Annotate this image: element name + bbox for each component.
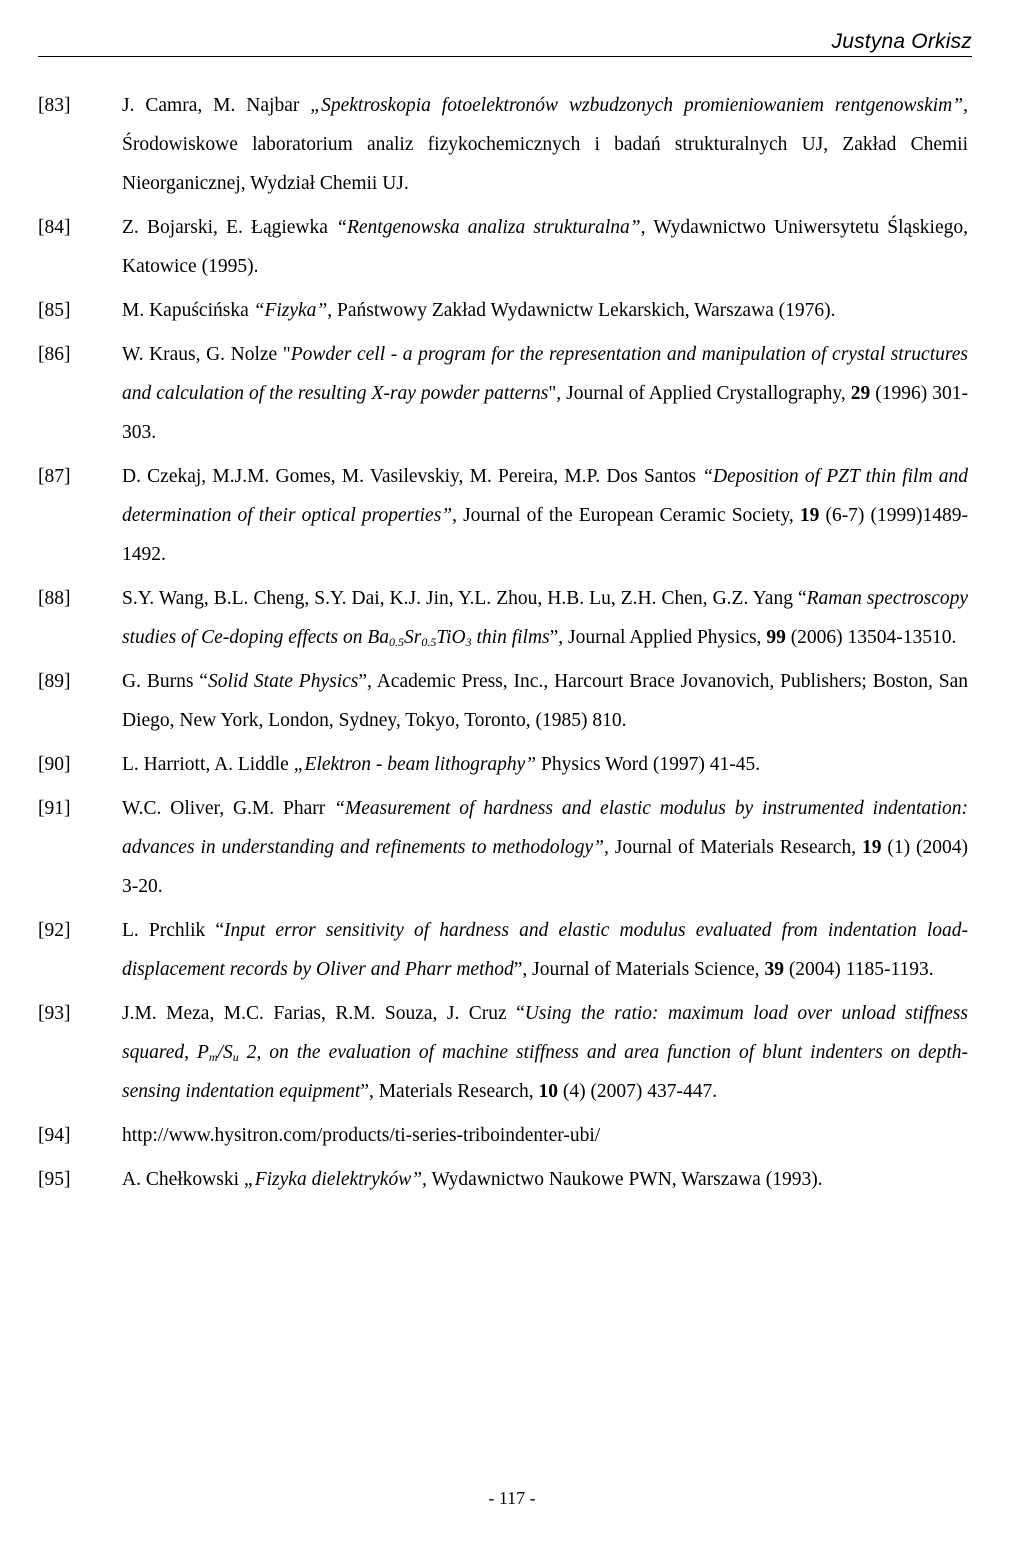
reference-text-run: “Fizyka” [253, 300, 328, 321]
reference-entry [38, 1160, 968, 1199]
reference-text-run: (6-7) (1999)1489-1492. [122, 505, 968, 565]
reference-text-run: G. Burns “ [122, 671, 208, 692]
reference-text-run: /S [217, 1042, 233, 1063]
reference-number: [83] [38, 95, 71, 116]
reference-text-run: 99 [766, 627, 786, 648]
reference-text-run: Wydawnictwo Uniwersytetu Śląskiego, Katowice (1995). [122, 217, 968, 277]
reference-text-run: „Fizyka dielektryków”, [243, 1169, 427, 1190]
reference-text-run: J.M. Meza, M.C. Farias, R.M. Souza, J. Cruz “ [122, 1003, 525, 1024]
reference-number: [90] [38, 754, 71, 775]
reference-number: [94] [38, 1125, 71, 1146]
reference-text-run: , Państwowy Zakład Wydawnictw Lekarskich, Warszawa (1976). [327, 300, 836, 321]
reference-number: [88] [38, 588, 71, 609]
reference-text-run: W. Kraus, G. Nolze " [122, 344, 291, 365]
reference-text-run: Input error sensitivity of hardness and elastic modulus evaluated from indentation load-displacement records by Oliver and Pharr method [122, 920, 968, 980]
reference-number: [84] [38, 217, 71, 238]
reference-text-run: A. Chełkowski [122, 1169, 244, 1190]
reference-text [122, 86, 968, 203]
reference-entry [38, 994, 968, 1111]
reference-text-run: D. Czekaj, M.J.M. Gomes, M. Vasilevskiy, M. Pereira, M.P. Dos Santos [122, 466, 703, 487]
reference-text-run: S.Y. Wang, B.L. Cheng, S.Y. Dai, K.J. Jin, Y.L. Zhou, H.B. Lu, Z.H. Chen, G.Z. Yang “ [122, 588, 807, 609]
reference-text-run: 29 [850, 383, 871, 404]
reference-text-run: “Deposition of PZT thin film and determination of their optical properties”, [122, 466, 968, 526]
reference-text-run: Środowiskowe laboratorium analiz fizykochemicznych i badań strukturalnych UJ, Zakład Chemii Nieorganicznej, Wydział Chemii UJ. [122, 134, 968, 194]
running-header: Justyna Orkisz [831, 30, 972, 53]
reference-text-run: Journal of the European Ceramic Society, [457, 505, 800, 526]
reference-text [122, 745, 968, 784]
reference-entry [38, 1116, 968, 1155]
reference-text-run: Z. Bojarski, E. Łągiewka [122, 217, 337, 238]
reference-text-run: J. Camra, M. Najbar [122, 95, 311, 116]
reference-entry [38, 291, 968, 330]
reference-text-run: L. Harriott, A. Liddle [122, 754, 294, 775]
reference-number: [89] [38, 671, 71, 692]
page-number: - 117 - [488, 1488, 536, 1508]
header-rule [38, 56, 972, 57]
reference-text-run: ”, Journal Applied Physics, [549, 627, 767, 648]
reference-text-run: 19 [799, 505, 820, 526]
reference-text[interactable] [122, 1116, 968, 1155]
reference-text [122, 789, 968, 906]
reference-number: [86] [38, 344, 71, 365]
reference-text [122, 457, 968, 574]
reference-list [38, 86, 968, 1204]
reference-text [122, 1160, 968, 1199]
reference-text-run: Sr [404, 627, 422, 648]
reference-number: [95] [38, 1169, 71, 1190]
reference-text-run: Powder cell - a program for the representation and manipulation of crystal structures and calculation of the resulting X-ray powder patterns [122, 344, 968, 404]
reference-text-run: 3 [465, 635, 472, 649]
reference-text-run: “Measurement of hardness and elastic modulus by instrumented indentation: advances in understanding and refinements to methodology”, [122, 798, 968, 858]
reference-text-run: ”, Journal of Materials Science, [513, 959, 765, 980]
reference-text-run: „Elektron - beam lithography” [293, 754, 537, 775]
reference-text [122, 994, 968, 1111]
reference-text [122, 335, 968, 452]
reference-entry [38, 662, 968, 740]
reference-number: [91] [38, 798, 71, 819]
reference-text [122, 291, 968, 330]
reference-text-run: Using the ratio: maximum load over unload stiffness squared, P [122, 1003, 968, 1063]
reference-text-run: L. Prchlik “ [122, 920, 225, 941]
reference-text-run: W.C. Oliver, G.M. Pharr [122, 798, 335, 819]
reference-text-run: Raman spectroscopy studies of Ce-doping effects on Ba [122, 588, 969, 648]
reference-entry [38, 208, 968, 286]
reference-text-run: Wydawnictwo Naukowe PWN, Warszawa (1993). [426, 1169, 823, 1190]
reference-text-run: 0.5 [421, 635, 437, 649]
reference-text-run: Journal of Materials Research, [608, 837, 862, 858]
reference-entry [38, 86, 968, 203]
reference-entry [38, 789, 968, 906]
reference-text-run: (2006) 13504-13510. [785, 627, 957, 648]
reference-text-run: http://www.hysitron.com/products/ti-series-triboindenter-ubi/ [122, 1125, 601, 1146]
reference-entry [38, 457, 968, 574]
reference-text-run: 2, on the evaluation of machine stiffness and area function of blunt indenters on depth-sensing indentation equipment [122, 1042, 968, 1102]
reference-text-run: (1) (2004) 3-20. [122, 837, 968, 897]
reference-text-run: ”, Materials Research, [360, 1081, 539, 1102]
reference-text [122, 208, 968, 286]
reference-entry [38, 579, 968, 657]
reference-number: [93] [38, 1003, 71, 1024]
reference-entry [38, 335, 968, 452]
reference-text-run: (2004) 1185-1193. [783, 959, 934, 980]
reference-entry [38, 745, 968, 784]
reference-number: [85] [38, 300, 71, 321]
reference-text-run: TiO [436, 627, 466, 648]
reference-text-run: (1996) 301-303. [122, 383, 968, 443]
reference-text-run: m [208, 1050, 218, 1064]
reference-number: [87] [38, 466, 71, 487]
reference-text-run: ", Journal of Applied Crystallography, [548, 383, 851, 404]
reference-text-run: 39 [764, 959, 784, 980]
reference-text-run: “Rentgenowska analiza strukturalna”, [336, 217, 646, 238]
reference-text-run: u [232, 1050, 239, 1064]
reference-text-run: thin films [471, 627, 550, 648]
reference-text-run: „Spektroskopia fotoelektronów wzbudzonych promieniowaniem rentgenowskim”, [310, 95, 968, 116]
reference-text-run: (4) (2007) 437-447. [557, 1081, 718, 1102]
reference-entry [38, 911, 968, 989]
reference-text-run: ”, Academic Press, Inc., Harcourt Brace Jovanovich, Publishers; Boston, San Diego, New York, London, Sydney, Tokyo, Toronto, (1985) 810. [122, 671, 968, 731]
reference-text-run: M. Kapuścińska [122, 300, 254, 321]
reference-text-run: 19 [861, 837, 882, 858]
reference-text-run: Solid State Physics [207, 671, 359, 692]
reference-text-run: 0.5 [389, 635, 405, 649]
reference-text [122, 579, 968, 657]
reference-text [122, 911, 968, 989]
reference-text-run: Physics Word (1997) 41-45. [536, 754, 761, 775]
reference-text [122, 662, 968, 740]
reference-text-run: 10 [538, 1081, 558, 1102]
reference-number: [92] [38, 920, 71, 941]
